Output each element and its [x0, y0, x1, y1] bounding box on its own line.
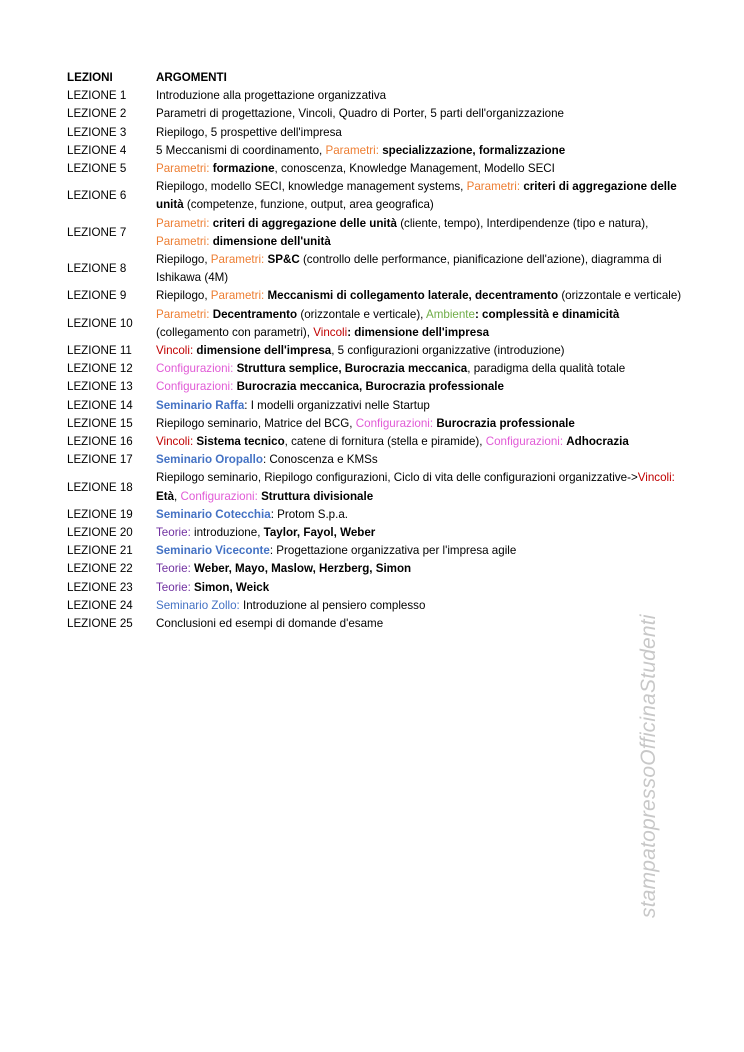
lesson-number: LEZIONE 1 — [67, 89, 127, 103]
lesson-topics — [156, 160, 687, 178]
table-row — [67, 433, 687, 451]
topic-segment: (cliente, tempo), Interdipendenze (tipo e natura), — [396, 216, 649, 230]
topic-segment: Configurazioni: — [156, 380, 237, 394]
topic-segment: 5 Meccanismi di coordinamento, — [156, 143, 326, 157]
topic-segment: Riepilogo, — [156, 289, 211, 303]
lesson-topics — [156, 579, 687, 597]
topic-segment: Parametri: — [325, 143, 383, 157]
table-row — [67, 415, 687, 433]
lesson-number: LEZIONE 6 — [67, 189, 127, 203]
topic-segment: Decentramento — [212, 307, 298, 321]
topic-segment: (controllo delle performance, pianificazione dell'azione), diagramma di Ishikawa (4M) — [156, 253, 662, 285]
lesson-topics — [156, 597, 687, 615]
lesson-topics — [156, 469, 687, 505]
table-row — [67, 524, 687, 542]
topic-segment: Riepilogo seminario, Riepilogo configurazioni, Ciclo di vita delle configurazioni organizzative-> — [156, 471, 638, 485]
topic-segment: Teorie: — [156, 580, 195, 594]
table-row — [67, 560, 687, 578]
lesson-topics — [156, 542, 687, 560]
topic-segment: Parametri di progettazione, Vincoli, Quadro di Porter, 5 parti dell'organizzazione — [156, 107, 565, 121]
topic-segment: Seminario Raffa — [156, 398, 245, 412]
table-row — [67, 124, 687, 142]
table-row — [67, 506, 687, 524]
table-row — [67, 397, 687, 415]
topic-segment: : Protom S.p.a. — [270, 507, 349, 521]
topic-segment: Teorie: — [156, 526, 195, 540]
topic-segment: Struttura divisionale — [261, 489, 374, 503]
table-header — [67, 69, 687, 87]
topic-segment: SP&C — [267, 253, 300, 267]
table-row — [67, 342, 687, 360]
lesson-number: LEZIONE 13 — [67, 380, 133, 394]
topic-segment: introduzione, — [194, 526, 264, 540]
header-argomenti: ARGOMENTI — [156, 71, 227, 84]
lesson-topics — [156, 560, 687, 578]
topic-segment: , catene di fornitura (stella e piramide), — [284, 435, 486, 449]
topic-segment: Seminario Viceconte — [156, 544, 270, 558]
topic-segment: , conoscenza, Knowledge Management, Modello SECI — [274, 162, 555, 176]
topic-segment: : Progettazione organizzativa per l'impresa agile — [269, 544, 517, 558]
topic-segment: : complessità e dinamicità — [474, 307, 620, 321]
topic-segment: Parametri: — [210, 289, 268, 303]
lessons-table — [67, 69, 687, 633]
lesson-topics — [156, 342, 687, 360]
topic-segment: (orizzontale e verticale), — [297, 307, 426, 321]
topic-segment: : dimensione dell'impresa — [347, 325, 490, 339]
topic-segment: Teorie: — [156, 562, 195, 576]
topic-segment: Adhocrazia — [566, 435, 629, 449]
topic-segment: Configurazioni: — [180, 489, 262, 503]
topic-segment: : I modelli organizzativi nelle Startup — [244, 398, 430, 412]
topic-segment: Burocrazia professionale — [436, 416, 575, 430]
topic-segment: Parametri: — [466, 180, 524, 194]
topic-segment: Ambiente — [425, 307, 475, 321]
table-row — [67, 160, 687, 178]
lesson-number: LEZIONE 15 — [67, 416, 133, 430]
lesson-topics — [156, 105, 687, 123]
lesson-number: LEZIONE 22 — [67, 562, 133, 576]
lesson-topics — [156, 251, 687, 287]
topic-segment: Configurazioni: — [355, 416, 437, 430]
lesson-topics — [156, 378, 687, 396]
lesson-topics — [156, 178, 687, 214]
lesson-number: LEZIONE 3 — [67, 125, 127, 139]
topic-segment: Vincoli: — [156, 435, 197, 449]
topic-segment: Età — [156, 489, 175, 503]
table-row — [67, 378, 687, 396]
lesson-number: LEZIONE 8 — [67, 262, 127, 276]
lesson-topics — [156, 451, 687, 469]
lesson-topics — [156, 615, 687, 633]
table-row — [67, 306, 687, 342]
topic-segment: (competenze, funzione, output, area geografica) — [183, 198, 434, 212]
table-row — [67, 215, 687, 251]
topic-segment: , paradigma della qualità totale — [467, 362, 626, 376]
lesson-topics — [156, 415, 687, 433]
table-row — [67, 579, 687, 597]
topic-segment: (orizzontale e verticale) — [558, 289, 682, 303]
topic-segment: Vincoli: — [156, 344, 197, 358]
topic-segment: , — [174, 489, 181, 503]
lesson-topics — [156, 87, 687, 105]
topic-segment: Weber, Mayo, Maslow, Herzberg, Simon — [194, 562, 412, 576]
table-row — [67, 597, 687, 615]
topic-segment: Riepilogo seminario, Matrice del BCG, — [156, 416, 356, 430]
topic-segment: Vincoli — [313, 325, 348, 339]
table-row — [67, 469, 687, 505]
lesson-topics — [156, 433, 687, 451]
topic-segment: Parametri: — [156, 216, 213, 230]
topic-segment: Taylor, Fayol, Weber — [263, 526, 376, 540]
topic-segment: Configurazioni: — [156, 362, 237, 376]
topic-segment: Seminario Oropallo — [156, 453, 263, 467]
topic-segment: Sistema tecnico — [196, 435, 285, 449]
header-lezioni: LEZIONI — [67, 71, 113, 84]
table-row — [67, 251, 687, 287]
table-body — [67, 87, 687, 633]
lesson-number: LEZIONE 20 — [67, 526, 133, 540]
topic-segment: Introduzione alla progettazione organizzativa — [156, 89, 387, 103]
topic-segment: criteri di aggregazione delle unità — [212, 216, 397, 230]
topic-segment: Riepilogo, modello SECI, knowledge management systems, — [156, 180, 467, 194]
topic-segment: specializzazione, formalizzazione — [382, 143, 566, 157]
lesson-topics — [156, 215, 687, 251]
topic-segment: Parametri: — [156, 307, 213, 321]
topic-segment: dimensione dell'unità — [212, 234, 331, 248]
topic-segment: Riepilogo, — [156, 253, 211, 267]
topic-segment: Introduzione al pensiero complesso — [243, 598, 426, 612]
table-row — [67, 287, 687, 305]
topic-segment: Seminario Cotecchia — [156, 507, 271, 521]
topic-segment: (collegamento con parametri), — [156, 325, 314, 339]
topic-segment: , 5 configurazioni organizzative (introduzione) — [331, 344, 565, 358]
lesson-topics — [156, 306, 687, 342]
lesson-number: LEZIONE 12 — [67, 362, 133, 376]
lesson-number: LEZIONE 11 — [67, 344, 132, 358]
topic-segment: Configurazioni: — [485, 435, 567, 449]
lesson-topics — [156, 360, 687, 378]
lesson-number: LEZIONE 18 — [67, 480, 133, 494]
table-row — [67, 178, 687, 214]
lesson-number: LEZIONE 17 — [67, 453, 133, 467]
table-row — [67, 360, 687, 378]
lesson-topics — [156, 142, 687, 160]
lesson-number: LEZIONE 25 — [67, 617, 133, 631]
lesson-topics — [156, 524, 687, 542]
lesson-number: LEZIONE 9 — [67, 289, 127, 303]
topic-segment: Simon, Weick — [194, 580, 270, 594]
table-row — [67, 542, 687, 560]
topic-segment: Seminario Zollo: — [156, 598, 243, 612]
lesson-number: LEZIONE 2 — [67, 107, 127, 121]
lesson-number: LEZIONE 16 — [67, 435, 133, 449]
lesson-number: LEZIONE 23 — [67, 580, 133, 594]
lesson-topics — [156, 506, 687, 524]
topic-segment: Struttura semplice, Burocrazia meccanica — [236, 362, 468, 376]
topic-segment: Vincoli: — [637, 471, 675, 485]
lesson-topics — [156, 124, 687, 142]
lesson-number: LEZIONE 7 — [67, 225, 127, 239]
lesson-number: LEZIONE 4 — [67, 143, 127, 157]
watermark-text: stampatopressoOfficinaStudenti — [637, 614, 660, 918]
table-row — [67, 87, 687, 105]
table-row — [67, 105, 687, 123]
table-row — [67, 142, 687, 160]
lesson-topics — [156, 397, 687, 415]
topic-segment: Parametri: — [210, 253, 268, 267]
table-row — [67, 615, 687, 633]
lesson-number: LEZIONE 10 — [67, 316, 133, 330]
lesson-topics — [156, 287, 687, 305]
topic-segment: Riepilogo, 5 prospettive dell'impresa — [156, 125, 342, 139]
topic-segment: formazione — [212, 162, 275, 176]
topic-segment: : Conoscenza e KMSs — [262, 453, 378, 467]
lesson-number: LEZIONE 21 — [67, 544, 133, 558]
topic-segment: dimensione dell'impresa — [196, 344, 332, 358]
lesson-number: LEZIONE 24 — [67, 598, 133, 612]
topic-segment: Meccanismi di collegamento laterale, decentramento — [267, 289, 559, 303]
topic-segment: Parametri: — [156, 234, 213, 248]
topic-segment: Burocrazia meccanica, Burocrazia professionale — [236, 380, 504, 394]
topic-segment: Parametri: — [156, 162, 213, 176]
lesson-number: LEZIONE 5 — [67, 162, 127, 176]
table-row — [67, 451, 687, 469]
lesson-number: LEZIONE 14 — [67, 398, 133, 412]
topic-segment: criteri di aggregazione delle unità — [156, 180, 677, 212]
topic-segment: Conclusioni ed esempi di domande d'esame — [156, 617, 384, 631]
lesson-number: LEZIONE 19 — [67, 507, 133, 521]
